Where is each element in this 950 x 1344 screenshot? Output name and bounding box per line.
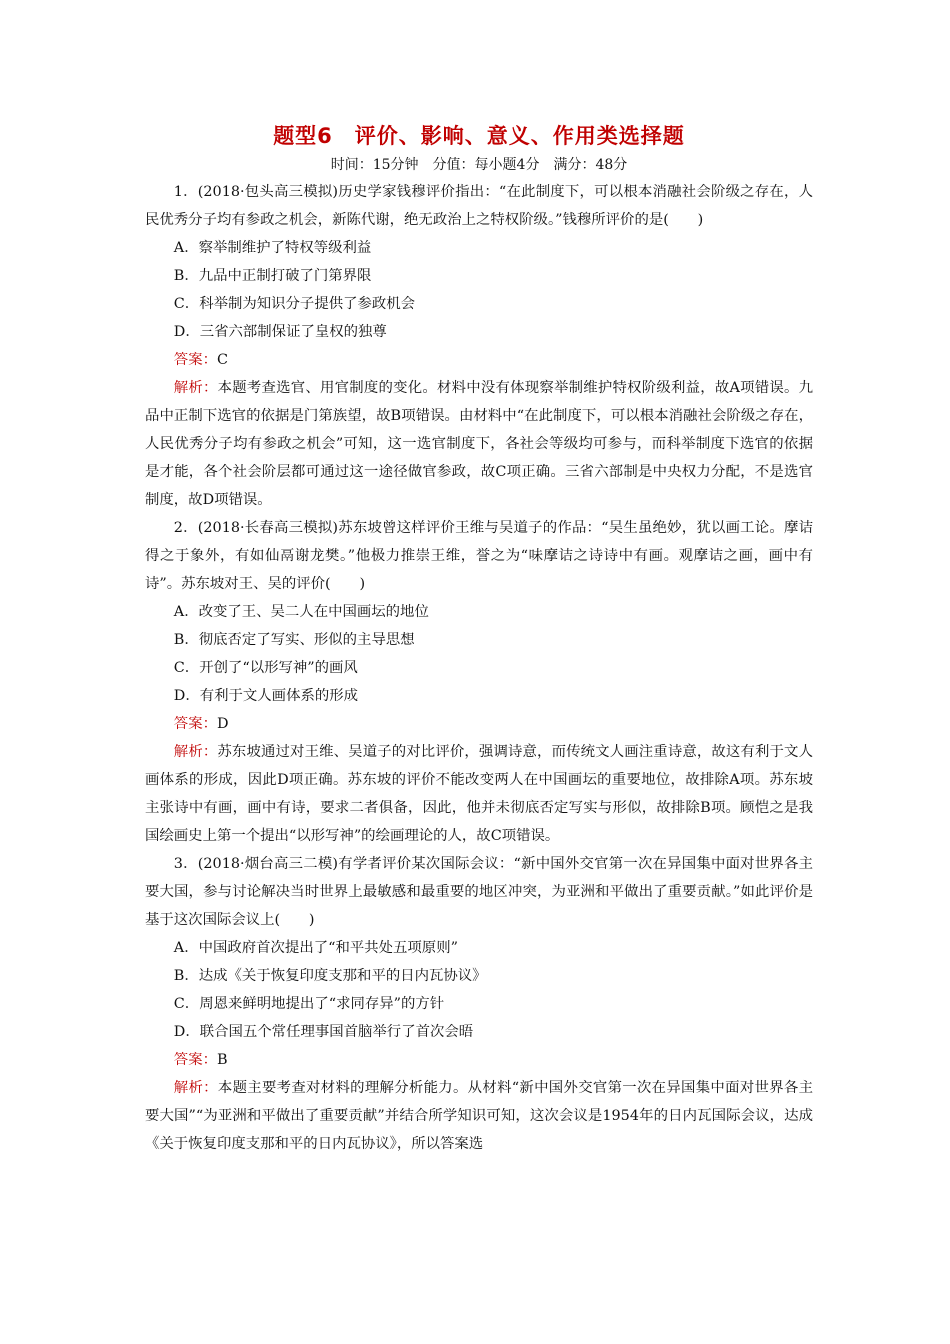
explanation-label: 解析：: [173, 1080, 218, 1096]
option-a: A．改变了王、吴二人在中国画坛的地位: [173, 604, 429, 620]
option-d: D．三省六部制保证了皇权的独尊: [173, 324, 387, 340]
explanation-label: 解析：: [173, 380, 218, 396]
explanation-text: 本题主要考查对材料的理解分析能力。从材料“新中国外交官第一次在异国集中面对世界各主要大国”“为亚洲和平做出了重要贡献”并结合所学知识可知，这次会议是1954年的日内瓦国际会议，达成《关于恢复印度支那和平的日内瓦协议》，所以答案选: [145, 1080, 813, 1152]
explanation-text: 本题考查选官、用官制度的变化。材料中没有体现察举制维护特权阶级利益，故A项错误。九品中正制下选官的依据是门第族望，故B项错误。由材料中“在此制度下，可以根本消融社会阶级之存在，人民优秀分子均有参政之机会”可知，这一选官制度下，各社会等级均可参与，而科举制度下选官的依据是才能，各个社会阶层都可通过这一途径做官参政，故C项正确。三省六部制是中央权力分配，不是选官制度，故D项错误。: [145, 380, 813, 508]
question-stem: 1．(2018·包头高三模拟)历史学家钱穆评价指出：“在此制度下，可以根本消融社会阶级之存在，人民优秀分子均有参政之机会，新陈代谢，绝无政治上之特权阶级。”钱穆所评价的是( ): [145, 184, 813, 228]
question-3: [145, 850, 813, 1158]
explanation-text: 苏东坡通过对王维、吴道子的对比评价，强调诗意，而传统文人画注重诗意，故这有利于文人画体系的形成，因此D项正确。苏东坡的评价不能改变两人在中国画坛的重要地位，故排除A项。苏东坡主张诗中有画，画中有诗，要求二者俱备，因此，他并未彻底否定写实与形似，故排除B项。顾恺之是我国绘画史上第一个提出“以形写神”的绘画理论的人，故C项错误。: [145, 744, 813, 844]
option-c: C．周恩来鲜明地提出了“求同存异”的方针: [173, 996, 445, 1012]
page-title: 题型6 评价、影响、意义、作用类选择题: [273, 124, 685, 148]
answer-value: D: [216, 716, 229, 732]
option-d: D．有利于文人画体系的形成: [173, 688, 359, 704]
option-c: C．开创了“以形写神”的画风: [173, 660, 358, 676]
question-2: [145, 514, 813, 850]
option-d: D．联合国五个常任理事国首脑举行了首次会晤: [173, 1024, 474, 1040]
option-b: B．达成《关于恢复印度支那和平的日内瓦协议》: [173, 968, 487, 984]
answer: [145, 1046, 813, 1074]
option-a: A．中国政府首次提出了“和平共处五项原则”: [173, 940, 458, 956]
question-1: [145, 178, 813, 514]
explanation: [145, 374, 813, 514]
answer-value: B: [216, 1052, 228, 1068]
explanation: [145, 1074, 813, 1158]
explanation-label: 解析：: [173, 744, 218, 760]
question-stem: 3．(2018·烟台高三二模)有学者评价某次国际会议：“新中国外交官第一次在异国集中面对世界各主要大国，参与讨论解决当时世界上最敏感和最重要的地区冲突，为亚洲和平做出了重要贡献。”如此评价是基于这次国际会议上( ): [145, 856, 813, 928]
answer-label: 答案：: [173, 1052, 217, 1068]
answer: [145, 710, 813, 738]
question-stem: 2．(2018·长春高三模拟)苏东坡曾这样评价王维与吴道子的作品：“吴生虽绝妙，犹以画工论。摩诘得之于象外，有如仙鬲谢龙樊。”他极力推崇王维，誉之为“味摩诘之诗诗中有画。观摩诘之画，画中有诗”。苏东坡对王、吴的评价( ): [145, 520, 813, 592]
option-b: B．九品中正制打破了门第界限: [173, 268, 372, 284]
answer-label: 答案：: [173, 716, 217, 732]
answer-label: 答案：: [173, 352, 217, 368]
option-c: C．科举制为知识分子提供了参政机会: [173, 296, 416, 312]
answer: [145, 346, 813, 374]
explanation: [145, 738, 813, 850]
document-page: [145, 118, 813, 1158]
answer-value: C: [216, 352, 228, 368]
exam-meta: 时间：15分钟 分值：每小题4分 满分：48分: [330, 157, 628, 173]
option-a: A．察举制维护了特权等级利益: [173, 240, 372, 256]
option-b: B．彻底否定了写实、形似的主导思想: [173, 632, 415, 648]
